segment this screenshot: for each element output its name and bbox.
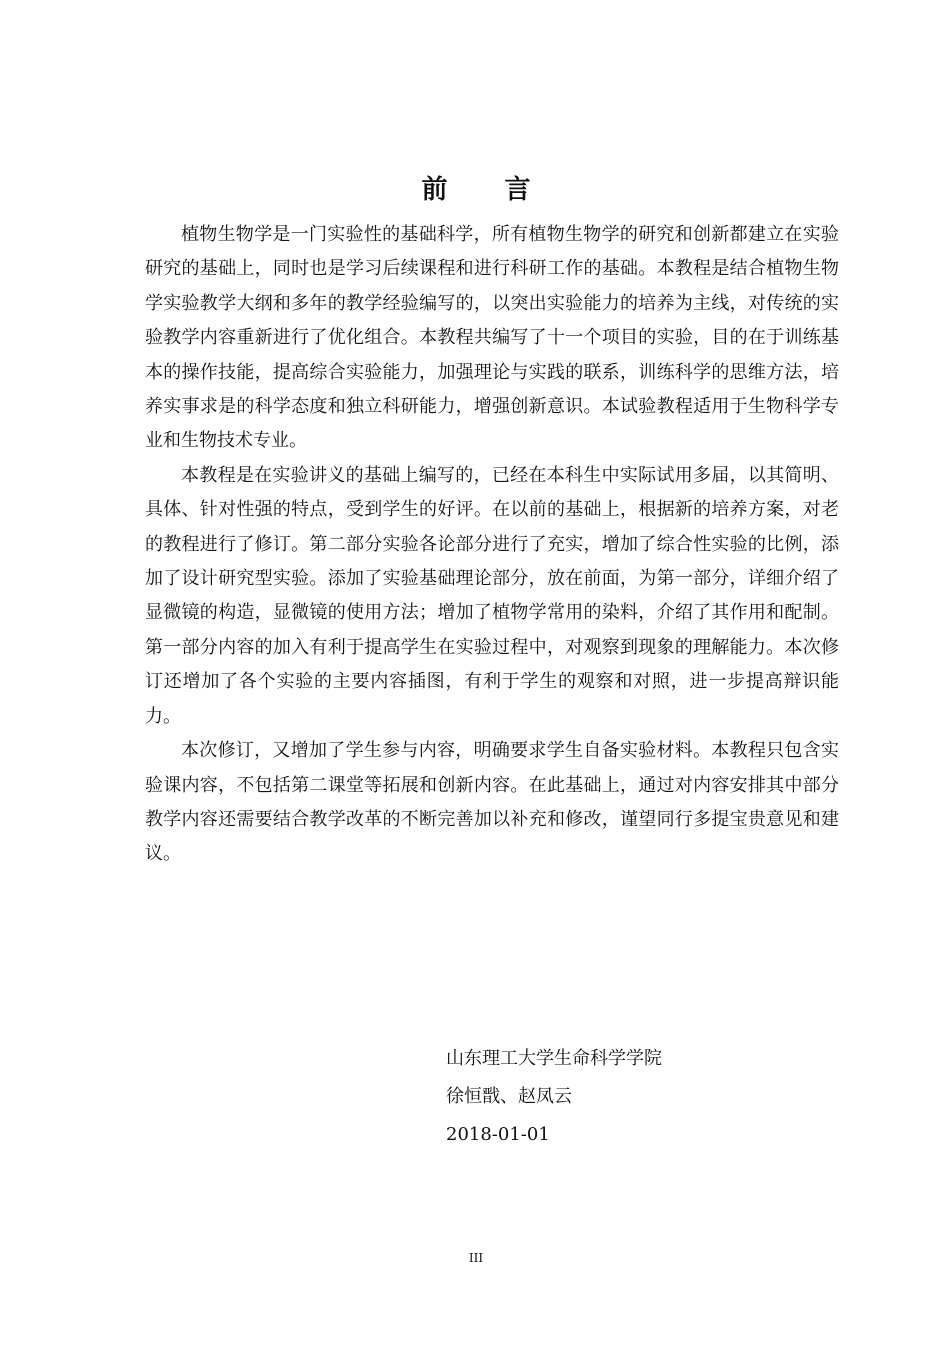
page-title: 前 言	[421, 175, 555, 205]
preface-body	[145, 218, 839, 872]
paragraph-3: 本次修订，又增加了学生参与内容，明确要求学生自备实验材料。本教程只包含实验课内容，不包括第二课堂等拓展和创新内容。在此基础上，通过对内容安排其中部分教学内容还需要结合教学改革的不断完善加以补充和修改，谨望同行多提宝贵意见和建议。	[145, 740, 839, 865]
paragraph-1: 植物生物学是一门实验性的基础科学，所有植物生物学的研究和创新都建立在实验研究的基础上，同时也是学习后续课程和进行科研工作的基础。本教程是结合植物生物学实验教学大纲和多年的教学经验编写的，以突出实验能力的培养为主线，对传统的实验教学内容重新进行了优化组合。本教程共编写了十一个项目的实验，目的在于训练基本的操作技能，提高综合实验能力，加强理论与实践的联系，训练科学的思维方法，培养实事求是的科学态度和独立科研能力，增强创新意识。本试验教程适用于生物科学专业和生物技术专业。	[145, 224, 839, 452]
signature-date: 2018-01-01	[446, 1124, 550, 1145]
signature-authors: 徐恒戬、赵凤云	[446, 1086, 572, 1107]
signature-block	[446, 1040, 806, 1154]
page-number: III	[468, 1251, 484, 1265]
paragraph-2: 本教程是在实验讲义的基础上编写的，已经在本科生中实际试用多届，以其简明、具体、针对性强的特点，受到学生的好评。在以前的基础上，根据新的培养方案，对老的教程进行了修订。第二部分实验各论部分进行了充实，增加了综合性实验的比例，添加了设计研究型实验。添加了实验基础理论部分，放在前面，为第一部分，详细介绍了显微镜的构造，显微镜的使用方法；增加了植物学常用的染料，介绍了其作用和配制。第一部分内容的加入有利于提高学生在实验过程中，对观察到现象的理解能力。本次修订还增加了各个实验的主要内容插图，有利于学生的观察和对照，进一步提高辩识能力。	[145, 464, 839, 727]
signature-institution: 山东理工大学生命科学学院	[446, 1048, 662, 1069]
